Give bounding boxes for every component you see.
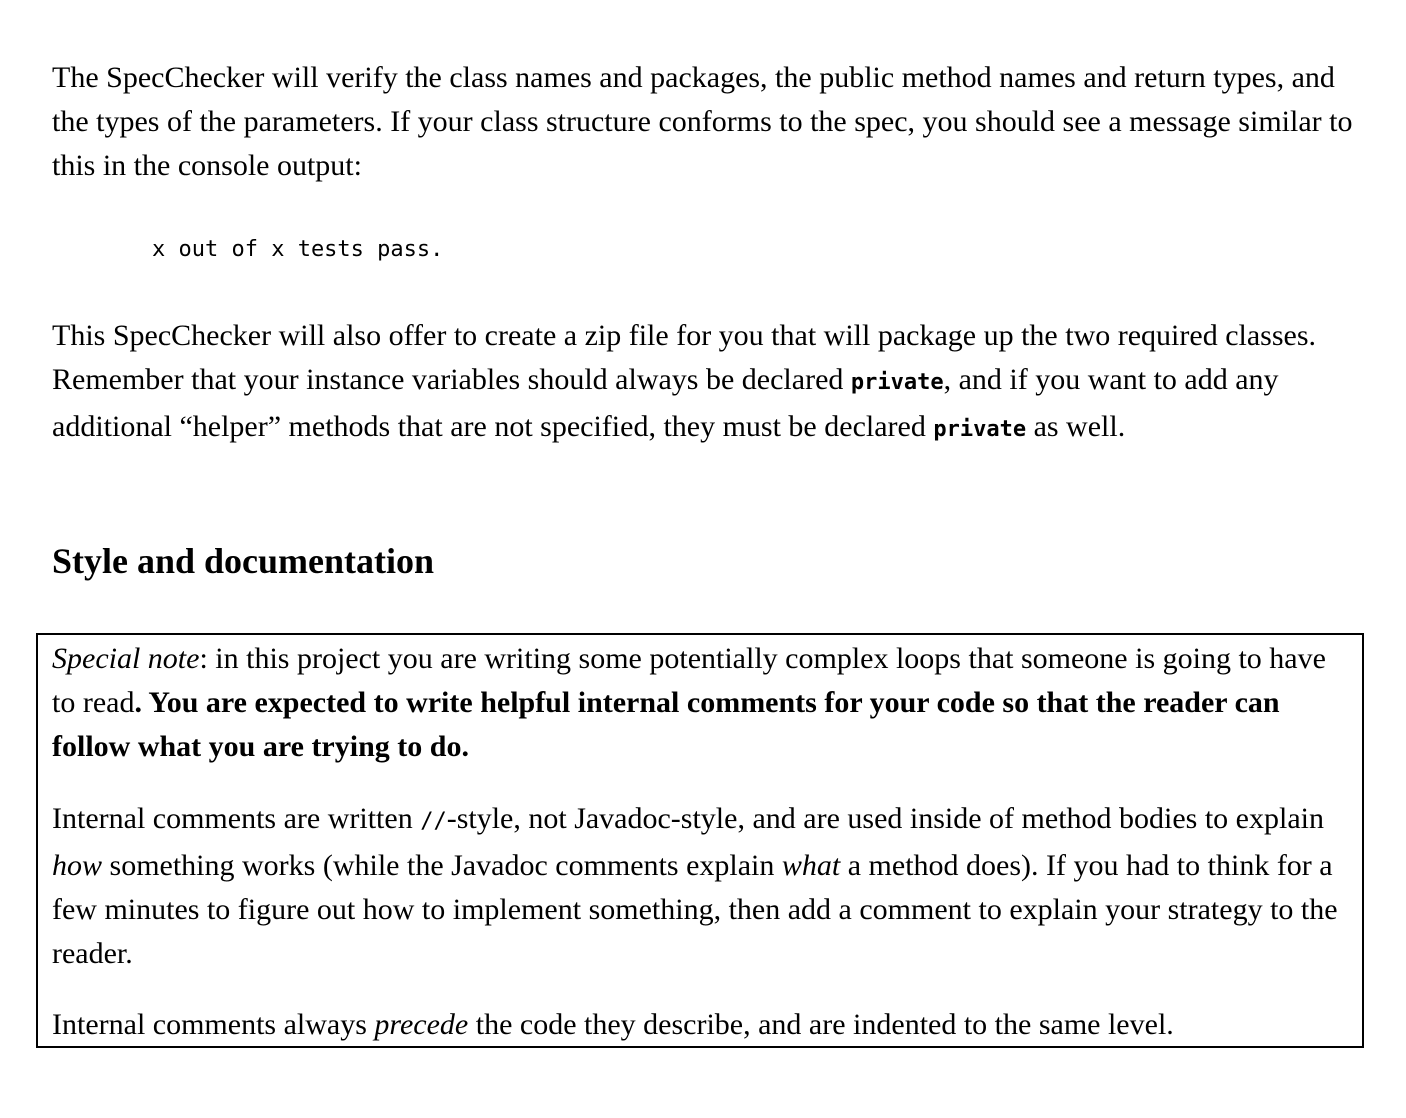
what-emphasis: what [781, 849, 841, 882]
zip-text-2: , and if you want to add any additional “helper” methods that are not specified, they must be declared [52, 363, 1279, 443]
comment-placement-text-1: Internal comments always [52, 1008, 375, 1041]
internal-comments-text-2: -style, not Javadoc-style, and are used inside of method bodies to explain [446, 802, 1324, 835]
private-keyword: private [933, 417, 1027, 442]
how-emphasis: how [52, 849, 103, 882]
comment-placement-paragraph [52, 1003, 1352, 1047]
zip-text-3: as well. [1026, 410, 1126, 443]
special-note-text: : in this project you are writing some potentially complex loops that someone is going to have to read [52, 642, 1326, 719]
comment-syntax-code: // [420, 809, 447, 834]
special-note-emphasis: . You are expected to write helpful internal comments for your code so that the reader can follow what you are trying to do. [52, 686, 1280, 763]
zip-text-1: This SpecChecker will also offer to create a zip file for you that will package up the two required classes. Remember that your instance variables should always be declared [52, 319, 1316, 396]
comment-placement-text-2: the code they describe, and are indented to the same level. [468, 1008, 1174, 1041]
special-note-paragraph [52, 637, 1352, 769]
special-note-box [36, 633, 1364, 1048]
internal-comments-paragraph [52, 797, 1352, 976]
special-note-label: Special note [52, 642, 200, 675]
internal-comments-text-1: Internal comments are written [52, 802, 421, 835]
internal-comments-text-4: a method does). If you had to think for a few minutes to figure out how to implement something, then add a comment to explain your strategy to the reader. [52, 849, 1338, 970]
internal-comments-text-3: something works (while the Javadoc comments explain [102, 849, 782, 882]
intro-text: The SpecChecker will verify the class names and packages, the public method names and return types, and the types of the parameters. If your class structure conforms to the spec, you should see a message similar to this in the console output: [52, 61, 1353, 182]
zip-paragraph [52, 314, 1362, 452]
intro-paragraph [52, 56, 1362, 188]
precede-emphasis: precede [374, 1008, 469, 1041]
private-keyword: private [850, 370, 944, 395]
console-output-example: x out of x tests pass. [152, 237, 444, 262]
section-heading: Style and documentation [52, 541, 435, 581]
